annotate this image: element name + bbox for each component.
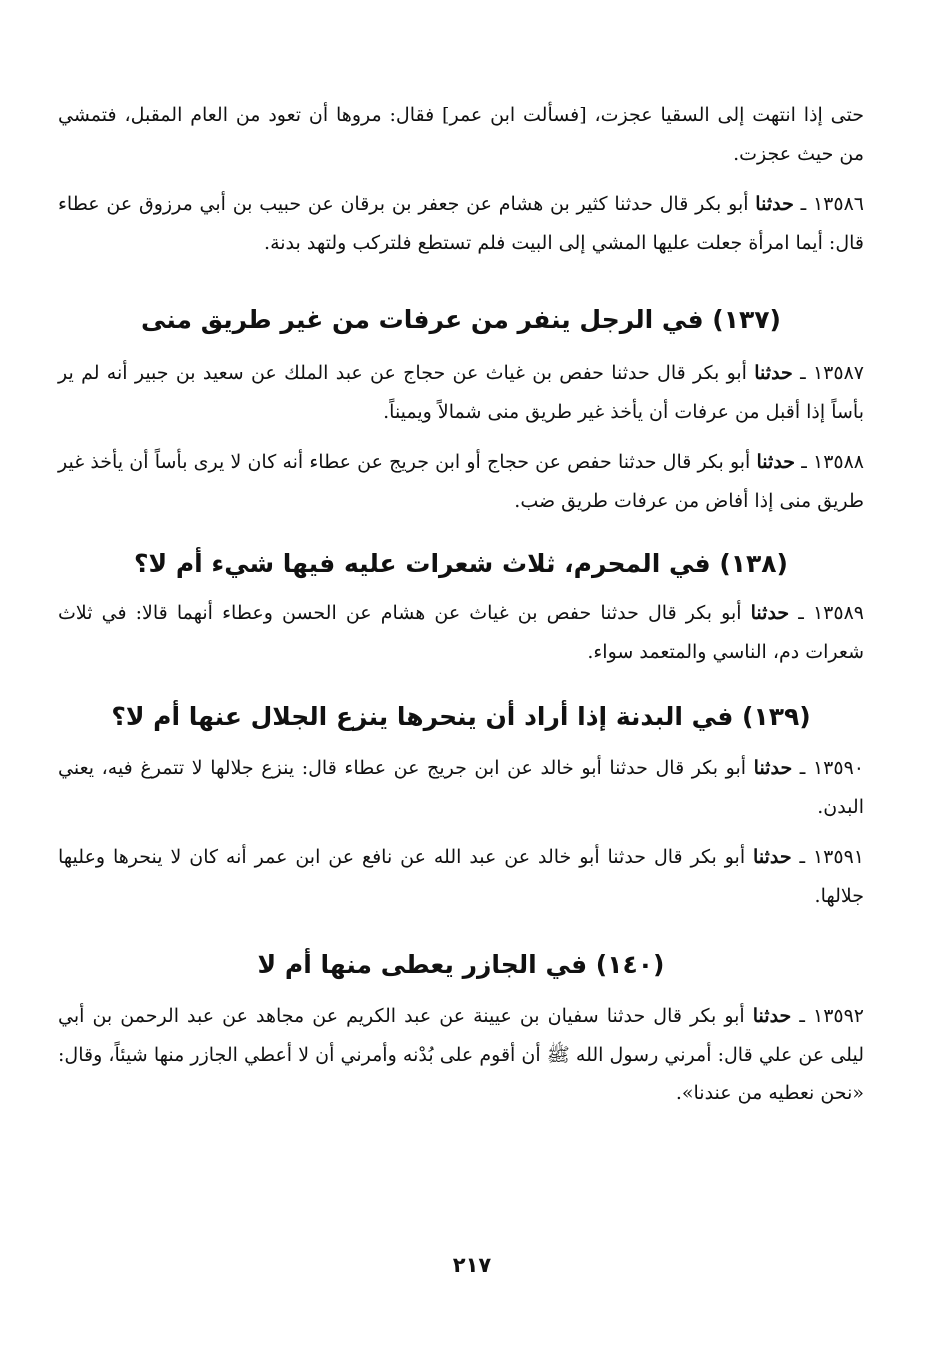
entry-lead: حدثنا (753, 846, 792, 868)
entry-text: أبو بكر قال حدثنا سفيان بن عيينة عن عبد الكريم عن مجاهد عن عبد الرحمن بن أبي ليلى عن علي قال: أمرني رسول الله ﷺ أن أقوم على بُدْنه وأمرني أن لا أعطي الجازر منها شيئاً، وقال: «نحن نعطيه من عندنا». (58, 1005, 864, 1104)
entry-number: ١٣٥٩٢ (812, 1005, 865, 1027)
section-heading-140: (١٤٠) في الجازر يعطى منها أم لا (257, 950, 665, 979)
entry-text: أبو بكر قال حدثنا كثير بن هشام عن جعفر بن برقان عن حبيب بن أبي مرزوق عن عطاء قال: أيما امرأة جعلت عليها المشي إلى البيت فلم تستطع فلتركب ولتهد بدنة. (58, 193, 864, 254)
entry-text: أبو بكر قال حدثنا أبو خالد عن عبد الله عن نافع عن ابن عمر أنه كان لا ينحرها وعليها جلالها. (58, 846, 864, 907)
entry-text: أبو بكر قال حدثنا حفص بن غياث عن حجاج عن عبد الملك عن سعيد بن جبير أنه لم ير بأساً إذا أقبل من عرفات أن يأخذ غير طريق منى شمالاً ويميناً. (58, 362, 864, 423)
entry-lead: حدثنا (750, 602, 790, 624)
section-heading-139: (١٣٩) في البدنة إذا أراد أن ينحرها ينزع الجلال عنها أم لا؟ (111, 702, 811, 731)
entry-lead: حدثنا (756, 451, 796, 473)
entry-number: ١٣٥٨٧ (812, 362, 864, 384)
entry-text: أبو بكر قال حدثنا أبو خالد عن ابن جريج عن عطاء قال: ينزع جلالها لا تتمرغ فيه، يعني البدن. (58, 757, 864, 818)
entry-13592: ١٣٥٩٢ ـ حدثنا أبو بكر قال حدثنا سفيان بن عيينة عن عبد الكريم عن مجاهد عن عبد الرحمن بن أبي ليلى عن علي قال: أمرني رسول الله ﷺ أن أقوم على بُدْنه وأمرني أن لا أعطي الجازر منها شيئاً، وقال: «نحن نعطيه من عندنا». (58, 1005, 865, 1104)
section-heading-138: (١٣٨) في المحرم، ثلاث شعرات عليه فيها شيء أم لا؟ (134, 549, 788, 578)
entry-number: ١٣٥٨٦ (812, 193, 864, 215)
entry-13589: ١٣٥٨٩ ـ حدثنا أبو بكر قال حدثنا حفص بن غياث عن هشام عن الحسن وعطاء أنهما قالا: في ثلاث شعرات دم، الناسي والمتعمد سواء. (58, 602, 864, 663)
entry-text: أبو بكر قال حدثنا حفص عن حجاج أو ابن جريج عن عطاء أنه كان لا يرى بأساً أن يأخذ غير طريق منى إذا أفاض من عرفات طريق ضب. (58, 451, 864, 512)
entry-number: ١٣٥٩١ (812, 846, 864, 868)
section-heading-137: (١٣٧) في الرجل ينفر من عرفات من غير طريق منى (141, 305, 781, 334)
entry-13591: ١٣٥٩١ ـ حدثنا أبو بكر قال حدثنا أبو خالد عن عبد الله عن نافع عن ابن عمر أنه كان لا ينحرها وعليها جلالها. (58, 846, 864, 907)
entry-13588: ١٣٥٨٨ ـ حدثنا أبو بكر قال حدثنا حفص عن حجاج أو ابن جريج عن عطاء أنه كان لا يرى بأساً أن يأخذ غير طريق منى إذا أفاض من عرفات طريق ضب. (58, 451, 865, 512)
page-body (58, 96, 864, 1113)
entry-13590: ١٣٥٩٠ ـ حدثنا أبو بكر قال حدثنا أبو خالد عن ابن جريج عن عطاء قال: ينزع جلالها لا تتمرغ فيه، يعني البدن. (58, 757, 864, 818)
continuation-text: حتى إذا انتهت إلى السقيا عجزت، [فسألت ابن عمر] فقال: مروها أن تعود من العام المقبل، فتمشي من حيث عجزت. (58, 104, 864, 165)
entry-number: ١٣٥٩٠ (812, 757, 864, 779)
entry-13587: ١٣٥٨٧ ـ حدثنا أبو بكر قال حدثنا حفص بن غياث عن حجاج عن عبد الملك عن سعيد بن جبير أنه لم ير بأساً إذا أقبل من عرفات أن يأخذ غير طريق منى شمالاً ويميناً. (58, 362, 864, 423)
entry-13586: ١٣٥٨٦ ـ حدثنا أبو بكر قال حدثنا كثير بن هشام عن جعفر بن برقان عن حبيب بن أبي مرزوق عن عطاء قال: أيما امرأة جعلت عليها المشي إلى البيت فلم تستطع فلتركب ولتهد بدنة. (58, 193, 864, 254)
page-number: ٢١٧ (452, 1253, 492, 1277)
entry-lead: حدثنا (755, 193, 794, 215)
entry-number: ١٣٥٨٨ (812, 451, 865, 473)
entry-lead: حدثنا (754, 362, 793, 384)
entry-text: أبو بكر قال حدثنا حفص بن غياث عن هشام عن الحسن وعطاء أنهما قالا: في ثلاث شعرات دم، الناسي والمتعمد سواء. (58, 602, 864, 663)
entry-number: ١٣٥٨٩ (812, 602, 864, 624)
entry-lead: حدثنا (753, 757, 793, 779)
entry-lead: حدثنا (752, 1005, 792, 1027)
